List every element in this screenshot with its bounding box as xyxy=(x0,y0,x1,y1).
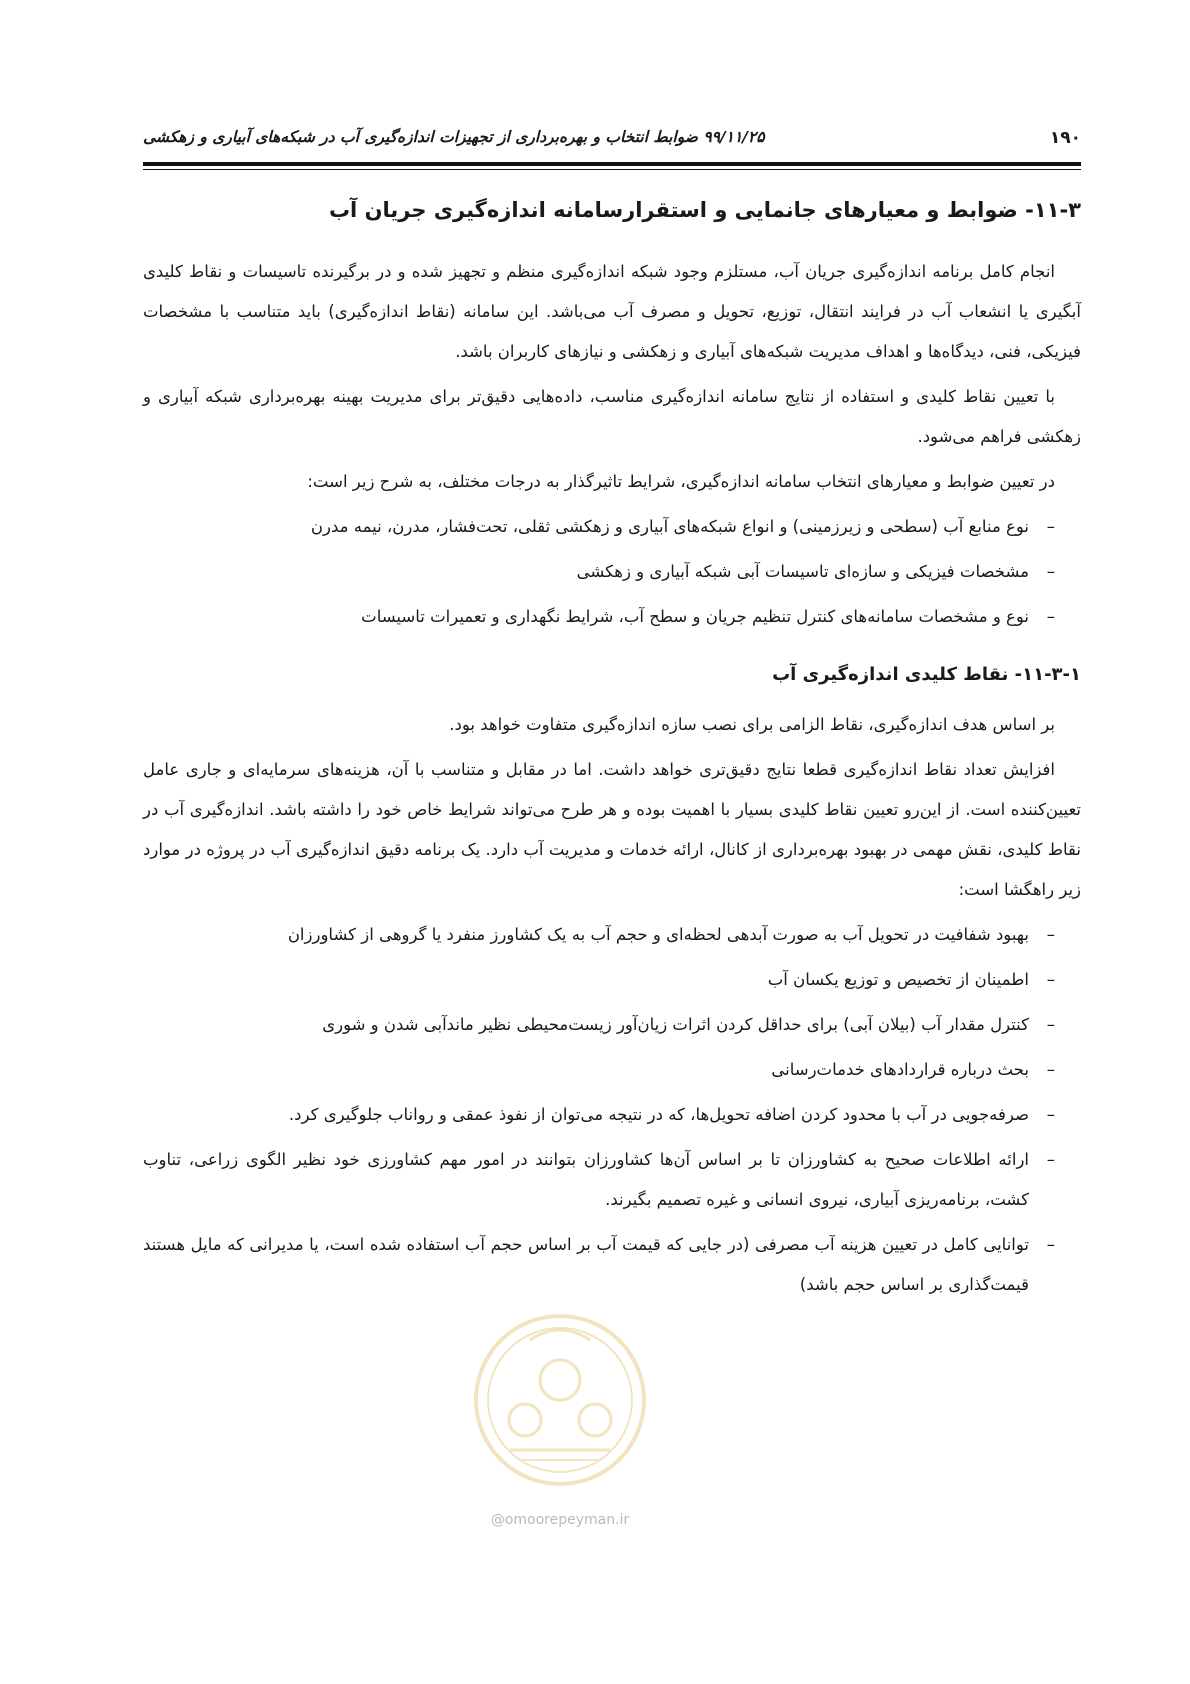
list-item-text: بهبود شفافیت در تحویل آب به صورت آبدهی لحظه‌ای و حجم آب به یک کشاورز منفرد یا گروهی از کشاورزان xyxy=(287,925,1029,944)
list-item-text: مشخصات فیزیکی و سازه‌ای تاسیسات آبی شبکه آبیاری و زهکشی xyxy=(576,562,1029,581)
dash-marker: – xyxy=(1046,517,1055,536)
section-bullet-list xyxy=(143,507,1081,637)
subsection-paragraph-1: بر اساس هدف اندازه‌گیری، نقاط الزامی برای نصب سازه اندازه‌گیری متفاوت خواهد بود. xyxy=(449,715,1055,734)
list-item xyxy=(143,507,1081,547)
running-header xyxy=(143,126,1081,156)
list-item xyxy=(143,1005,1081,1045)
subsection-paragraph-2: افزایش تعداد نقاط اندازه‌گیری قطعا نتایج دقیق‌تری خواهد داشت. اما در مقابل و متناسب با آن، هزینه‌های سرمایه‌ای و جاری عامل تعیین‌کننده است. از این‌رو تعیین نقاط کلیدی بسیار با اهمیت بوده و هر طرح می‌تواند شرایط خاص خود را داشته باشد. اندازه‌گیری آب در نقاط کلیدی، نقش مهمی در بهبود بهره‌برداری از کانال، ارائه خدمات و مدیریت آب دارد. یک برنامه دقیق اندازه‌گیری آب در پروژه در موارد زیر راهگشا است: xyxy=(143,760,1081,899)
subsection-heading: ۱۱-۳-۱- نقاط کلیدی اندازه‌گیری آب xyxy=(772,664,1081,685)
section-paragraph-3: در تعیین ضوابط و معیارهای انتخاب سامانه اندازه‌گیری، شرایط تاثیرگذار به درجات مختلف، به شرح زیر است: xyxy=(307,472,1055,491)
section-paragraph-2: با تعیین نقاط کلیدی و استفاده از نتایج سامانه اندازه‌گیری مناسب، داده‌هایی دقیق‌تر برای مدیریت بهینه بهره‌برداری شبکه آبیاری و زهکشی فراهم می‌شود. xyxy=(143,387,1081,446)
subsection-bullet-list xyxy=(143,915,1081,1305)
list-item xyxy=(143,1050,1081,1090)
list-item-text: توانایی کامل در تعیین هزینه آب مصرفی (در جایی که قیمت آب بر اساس حجم آب استفاده شده است، یا مدیرانی که مایل هستند قیمت‌گذاری بر اساس حجم باشد) xyxy=(143,1235,1029,1294)
list-item xyxy=(143,915,1081,955)
dash-marker: – xyxy=(1046,1150,1055,1169)
list-item-text: کنترل مقدار آب (بیلان آبی) برای حداقل کردن اثرات زیان‌آور زیست‌محیطی نظیر ماندآبی شدن و شوری xyxy=(322,1015,1029,1034)
running-header-title: ۹۹/۱۱/۲۵ ضوابط انتخاب و بهره‌برداری از تجهیزات اندازه‌گیری آب در شبکه‌های آبیاری و زهکشی xyxy=(143,128,765,146)
dash-marker: – xyxy=(1046,1105,1055,1124)
list-item-text: نوع و مشخصات سامانه‌های کنترل تنظیم جریان و سطح آب، شرایط نگهداری و تعمیرات تاسیسات xyxy=(361,607,1029,626)
list-item xyxy=(143,1140,1081,1220)
list-item xyxy=(143,960,1081,1000)
list-item xyxy=(143,597,1081,637)
header-rule-thick xyxy=(143,162,1081,166)
section-heading: ۱۱-۳- ضوابط و معیارهای جانمایی و استقرارسامانه اندازه‌گیری جریان آب xyxy=(328,198,1081,222)
seal-logo-icon xyxy=(470,1310,650,1490)
dash-marker: – xyxy=(1046,607,1055,626)
list-item-text: صرفه‌جویی در آب با محدود کردن اضافه تحویل‌ها، که در نتیجه می‌توان از نفوذ عمقی و رواناب جلوگیری کرد. xyxy=(288,1105,1029,1124)
dash-marker: – xyxy=(1046,1015,1055,1034)
dash-marker: – xyxy=(1046,562,1055,581)
header-rule-thin xyxy=(143,169,1081,170)
list-item-text: اطمینان از تخصیص و توزیع یکسان آب xyxy=(767,970,1029,989)
dash-marker: – xyxy=(1046,1235,1055,1254)
list-item-text: نوع منابع آب (سطحی و زیرزمینی) و انواع شبکه‌های آبیاری و زهکشی ثقلی، تحت‌فشار، مدرن، نیمه مدرن xyxy=(310,517,1029,536)
list-item xyxy=(143,1095,1081,1135)
page-number: ۱۹۰ xyxy=(1049,128,1081,148)
list-item-text: ارائه اطلاعات صحیح به کشاورزان تا بر اساس آن‌ها کشاورزان بتوانند در امور مهم کشاورزی خود نظیر الگوی زراعی، تناوب کشت، برنامه‌ریزی آبیاری، نیروی انسانی و غیره تصمیم بگیرند. xyxy=(143,1150,1029,1209)
list-item xyxy=(143,552,1081,592)
list-item xyxy=(143,1225,1081,1305)
dash-marker: – xyxy=(1046,1060,1055,1079)
dash-marker: – xyxy=(1046,925,1055,944)
list-item-text: بحث درباره قراردادهای خدمات‌رسانی xyxy=(771,1060,1029,1079)
page-content xyxy=(143,190,1081,1310)
section-paragraph-1: انجام کامل برنامه اندازه‌گیری جریان آب، مستلزم وجود شبکه اندازه‌گیری منظم و تجهیز شده و در برگیرنده تاسیسات و نقاط کلیدی آبگیری یا انشعاب آب در فرایند انتقال، توزیع، تحویل و مصرف آب می‌باشد. این سامانه (نقاط اندازه‌گیری) باید متناسب با مشخصات فیزیکی، فنی، دیدگاه‌ها و اهداف مدیریت شبکه‌های آبیاری و زهکشی و نیازهای کاربران باشد. xyxy=(143,262,1081,361)
watermark-site-text: @omoorepeyman.ir xyxy=(490,1512,630,1528)
dash-marker: – xyxy=(1046,970,1055,989)
